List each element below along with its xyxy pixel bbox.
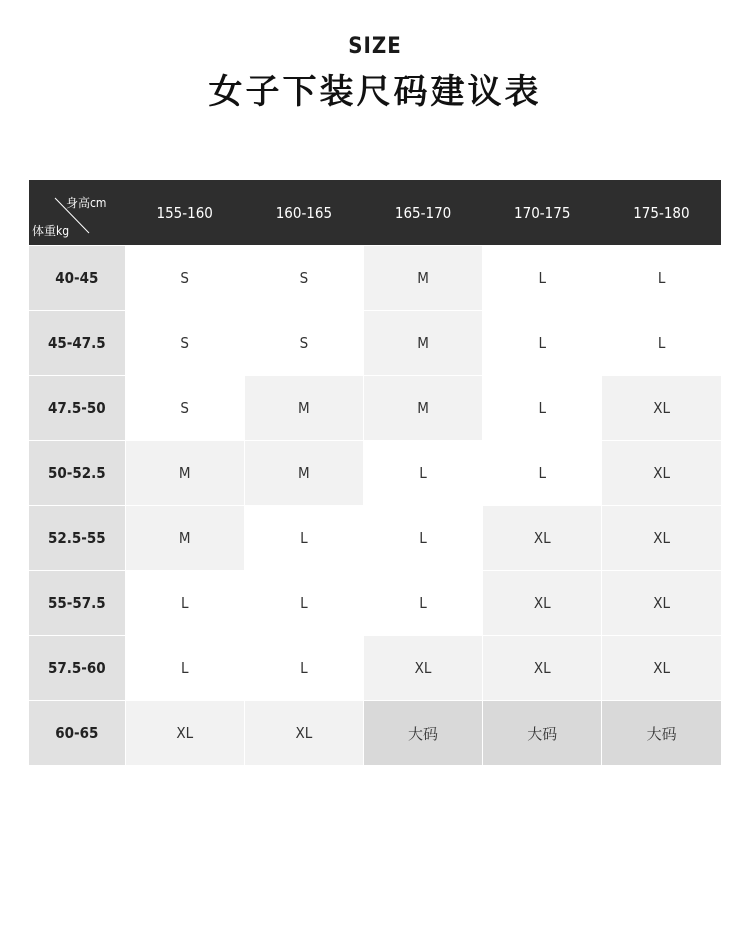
size-cell: L bbox=[244, 636, 363, 701]
size-cell: L bbox=[244, 506, 363, 571]
weight-row-header: 50-52.5 bbox=[29, 441, 125, 506]
size-cell: L bbox=[602, 246, 721, 311]
size-cell: XL bbox=[483, 506, 602, 571]
size-cell: M bbox=[363, 376, 482, 441]
size-cell: S bbox=[125, 376, 244, 441]
weight-unit-label: 体重kg bbox=[32, 224, 70, 238]
size-cell: XL bbox=[125, 701, 244, 766]
weight-row-header: 47.5-50 bbox=[29, 376, 125, 441]
size-cell: L bbox=[244, 571, 363, 636]
size-cell: M bbox=[363, 246, 482, 311]
size-cell: XL bbox=[483, 636, 602, 701]
table-row bbox=[29, 571, 721, 636]
size-chart-table bbox=[29, 180, 721, 765]
size-cell: M bbox=[363, 311, 482, 376]
size-cell: L bbox=[483, 376, 602, 441]
size-cell: M bbox=[244, 441, 363, 506]
height-column-header: 170-175 bbox=[483, 180, 602, 246]
size-cell: M bbox=[125, 441, 244, 506]
size-cell: L bbox=[125, 636, 244, 701]
size-cell: XL bbox=[602, 636, 721, 701]
height-unit-label: 身高cm bbox=[66, 196, 107, 210]
size-cell: L bbox=[483, 311, 602, 376]
size-cell: XL bbox=[602, 506, 721, 571]
size-cell: XL bbox=[602, 441, 721, 506]
size-cell: XL bbox=[602, 571, 721, 636]
size-cell: L bbox=[483, 441, 602, 506]
size-label: SIZE bbox=[348, 34, 402, 59]
size-cell: M bbox=[244, 376, 363, 441]
size-cell: XL bbox=[483, 571, 602, 636]
size-cell: L bbox=[363, 506, 482, 571]
table-row bbox=[29, 246, 721, 311]
size-cell: S bbox=[125, 246, 244, 311]
size-cell: 大码 bbox=[602, 701, 721, 766]
table-corner-cell bbox=[29, 180, 125, 246]
size-cell: XL bbox=[602, 376, 721, 441]
height-column-header: 160-165 bbox=[244, 180, 363, 246]
weight-row-header: 40-45 bbox=[29, 246, 125, 311]
height-column-header: 175-180 bbox=[602, 180, 721, 246]
size-cell: L bbox=[125, 571, 244, 636]
table-row bbox=[29, 311, 721, 376]
height-column-header: 155-160 bbox=[125, 180, 244, 246]
size-cell: S bbox=[244, 311, 363, 376]
size-cell: L bbox=[483, 246, 602, 311]
size-cell: M bbox=[125, 506, 244, 571]
size-cell: L bbox=[363, 571, 482, 636]
table-row bbox=[29, 441, 721, 506]
weight-row-header: 57.5-60 bbox=[29, 636, 125, 701]
size-cell: XL bbox=[363, 636, 482, 701]
weight-row-header: 52.5-55 bbox=[29, 506, 125, 571]
weight-row-header: 45-47.5 bbox=[29, 311, 125, 376]
table-row bbox=[29, 636, 721, 701]
height-column-header: 165-170 bbox=[363, 180, 482, 246]
size-cell: S bbox=[244, 246, 363, 311]
weight-row-header: 60-65 bbox=[29, 701, 125, 766]
table-row bbox=[29, 376, 721, 441]
weight-row-header: 55-57.5 bbox=[29, 571, 125, 636]
size-cell: L bbox=[602, 311, 721, 376]
size-cell: XL bbox=[244, 701, 363, 766]
table-header-row bbox=[29, 180, 721, 246]
size-cell: L bbox=[363, 441, 482, 506]
size-cell: S bbox=[125, 311, 244, 376]
table-row bbox=[29, 701, 721, 766]
size-cell: 大码 bbox=[483, 701, 602, 766]
page-title: 女子下装尺码建议表 bbox=[208, 72, 542, 112]
table-row bbox=[29, 506, 721, 571]
size-cell: 大码 bbox=[363, 701, 482, 766]
